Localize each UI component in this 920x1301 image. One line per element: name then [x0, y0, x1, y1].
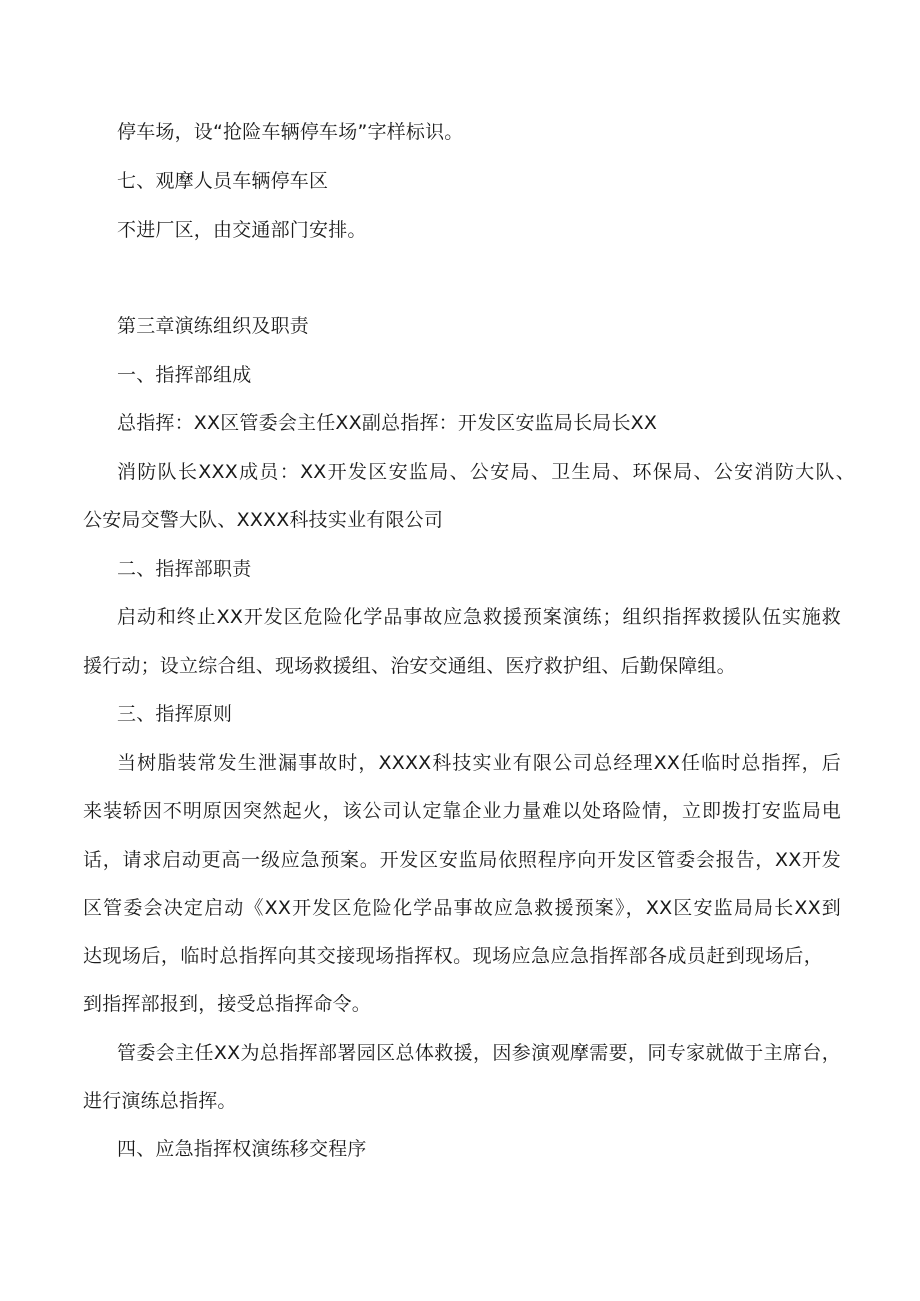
paragraph-line: 当树脂装常发生泄漏事故时，XXXX科技实业有限公司总经理XX任临时总指挥，后 — [117, 752, 841, 774]
paragraph-line: 到指挥部报到，接受总指挥命令。 — [83, 993, 372, 1015]
paragraph-line: 来装轿因不明原因突然起火，该公司认定靠企业力量难以处珞险情，立即拨打安监局电 — [83, 800, 841, 822]
chapter-heading: 第三章演练组织及职责 — [117, 315, 310, 337]
paragraph-line: 援行动；设立综合组、现场救援组、治安交通组、医疗救护组、后勤保障组。 — [83, 655, 736, 677]
paragraph-line: 消防队长XXX成员：XX开发区安监局、公安局、卫生局、环保局、公安消防大队、 — [117, 461, 855, 483]
paragraph-line: 公安局交警大队、XXXX科技实业有限公司 — [83, 509, 444, 531]
paragraph-line: 管委会主任XX为总指挥部署园区总体救援，因参演观摩需要，同专家就做于主席台， — [117, 1042, 841, 1064]
section-heading: 七、观摩人员车辆停车区 — [117, 170, 329, 192]
paragraph-line: 启动和终止XX开发区危险化学品事故应急救援预案演练；组织指挥救援队伍实施救 — [117, 606, 841, 628]
section-heading: 三、指挥原则 — [117, 703, 233, 725]
paragraph-line: 话，请求启动更高一级应急预案。开发区安监局依照程序向开发区管委会报告，XX开发 — [83, 849, 841, 871]
paragraph-line: 不进厂区，由交通部门安排。 — [117, 219, 367, 241]
section-heading: 一、指挥部组成 — [117, 364, 252, 386]
section-heading: 二、指挥部职责 — [117, 558, 252, 580]
paragraph-line: 达现场后，临时总指挥向其交接现场指挥权。现场应急应急指挥部各成员赶到现场后， — [83, 945, 823, 967]
paragraph-line: 进行演练总指挥。 — [83, 1090, 237, 1112]
paragraph-line: 停车场，设“抢险车辆停车场”字样标识。 — [117, 121, 464, 143]
paragraph-line: 总指挥：XX区管委会主任XX副总指挥：开发区安监局长局长XX — [117, 412, 658, 434]
paragraph-line: 区管委会决定启动《XX开发区危险化学品事故应急救援预案》，XX区安监局局长XX到 — [83, 897, 841, 919]
section-heading: 四、应急指挥权演练移交程序 — [117, 1138, 367, 1160]
